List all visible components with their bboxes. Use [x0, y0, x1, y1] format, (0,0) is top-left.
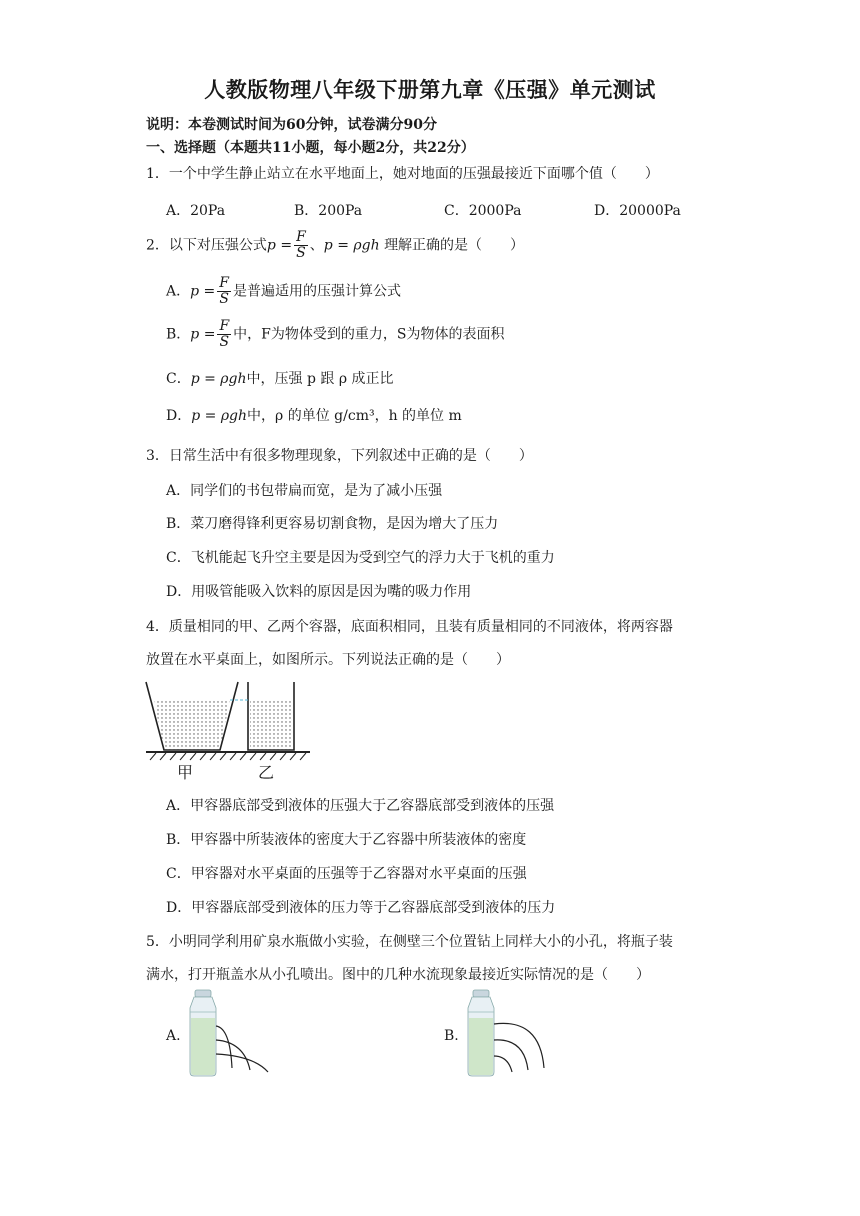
q2-suffix: 理解正确的是（ ） [384, 237, 525, 254]
q3-option-b[interactable]: B．菜刀磨得锋利更容易切割食物，是因为增大了压力 [166, 516, 499, 532]
q3-option-a[interactable]: A．同学们的书包带扁而宽，是为了减小压强 [166, 483, 443, 499]
q2-option-d[interactable]: D．p = ρgh中，ρ 的单位 g/cm³，h 的单位 m [166, 408, 462, 424]
liquid-jia [154, 700, 230, 750]
water-stream-bottom [216, 1054, 268, 1072]
question-1-stem: 1．一个中学生静止站立在水平地面上，她对地面的压强最接近下面哪个值（ ） [146, 166, 659, 182]
bottle-figure-a [184, 988, 274, 1078]
q1-option-c[interactable]: C．2000Pa [444, 203, 522, 219]
containers-figure [140, 676, 320, 780]
exam-note: 说明：本卷测试时间为60分钟，试卷满分90分 [146, 117, 437, 133]
section-heading: 一、选择题（本题共11小题，每小题2分，共22分） [146, 140, 475, 156]
liquid-yi [250, 700, 292, 750]
q2-sep: 、 [309, 237, 324, 254]
label-yi: 乙 [258, 763, 275, 782]
q1-option-a[interactable]: A．20Pa [166, 203, 226, 219]
q4-option-d[interactable]: D．甲容器底部受到液体的压力等于乙容器底部受到液体的压力 [166, 900, 556, 916]
fraction-f-over-s: $\frac{F}{S}$ [296, 229, 306, 261]
q2-option-c[interactable]: C．p = ρgh中，压强 p 跟 ρ 成正比 [166, 371, 394, 387]
q2-option-a[interactable]: A．p = $\frac{F}{S}$ 是普遍适用的压强计算公式 [166, 275, 401, 307]
formula-rho-g-h: p = ρgh [323, 237, 380, 254]
q5-option-a[interactable]: A. [166, 1028, 181, 1044]
q3-option-d[interactable]: D．用吸管能吸入饮料的原因是因为嘴的吸力作用 [166, 584, 472, 600]
water-stream-top [494, 1023, 544, 1068]
bottle-water [191, 1018, 215, 1075]
q5-option-b[interactable]: B. [444, 1028, 459, 1044]
question-2-stem: 2．以下对压强公式p = $\frac{F}{S}$ 、p = ρgh 理解正确的是（ ） [146, 229, 525, 261]
q2-prefix: 2．以下对压强公式 [146, 237, 267, 254]
q4-option-c[interactable]: C．甲容器对水平桌面的压强等于乙容器对水平桌面的压强 [166, 866, 527, 882]
bottle-water [469, 1018, 493, 1075]
bottle-cap [473, 990, 489, 997]
table-hatch [150, 753, 306, 760]
question-5-stem-line1: 5．小明同学利用矿泉水瓶做小实验，在侧壁三个位置钻上同样大小的小孔，将瓶子装 [146, 934, 673, 950]
q4-option-b[interactable]: B．甲容器中所装液体的密度大于乙容器中所装液体的密度 [166, 832, 527, 848]
bottle-figure-b [462, 988, 552, 1078]
formula-p: p [266, 237, 276, 254]
label-jia: 甲 [177, 763, 194, 782]
water-stream-middle [216, 1040, 250, 1070]
q3-option-c[interactable]: C．飞机能起飞升空主要是因为受到空气的浮力大于飞机的重力 [166, 550, 555, 566]
question-4-stem-line2: 放置在水平桌面上，如图所示。下列说法正确的是（ ） [146, 652, 510, 668]
q4-option-a[interactable]: A．甲容器底部受到液体的压强大于乙容器底部受到液体的压强 [166, 798, 555, 814]
question-3-stem: 3．日常生活中有很多物理现象，下列叙述中正确的是（ ） [146, 448, 533, 464]
water-stream-bottom [494, 1056, 512, 1072]
q2-option-b[interactable]: B．p = $\frac{F}{S}$ 中，F为物体受到的重力，S为物体的表面积 [166, 318, 505, 350]
q1-option-d[interactable]: D．20000Pa [594, 203, 681, 219]
water-stream-top [216, 1026, 232, 1068]
page-title: 人教版物理八年级下册第九章《压强》单元测试 [204, 77, 656, 102]
question-5-stem-line2: 满水，打开瓶盖水从小孔喷出。图中的几种水流现象最接近实际情况的是（ ） [146, 967, 650, 983]
water-stream-middle [494, 1040, 528, 1070]
bottle-cap [195, 990, 211, 997]
question-4-stem-line1: 4．质量相同的甲、乙两个容器，底面积相同，且装有质量相同的不同液体，将两容器 [146, 619, 673, 635]
q1-option-b[interactable]: B．200Pa [294, 203, 363, 219]
